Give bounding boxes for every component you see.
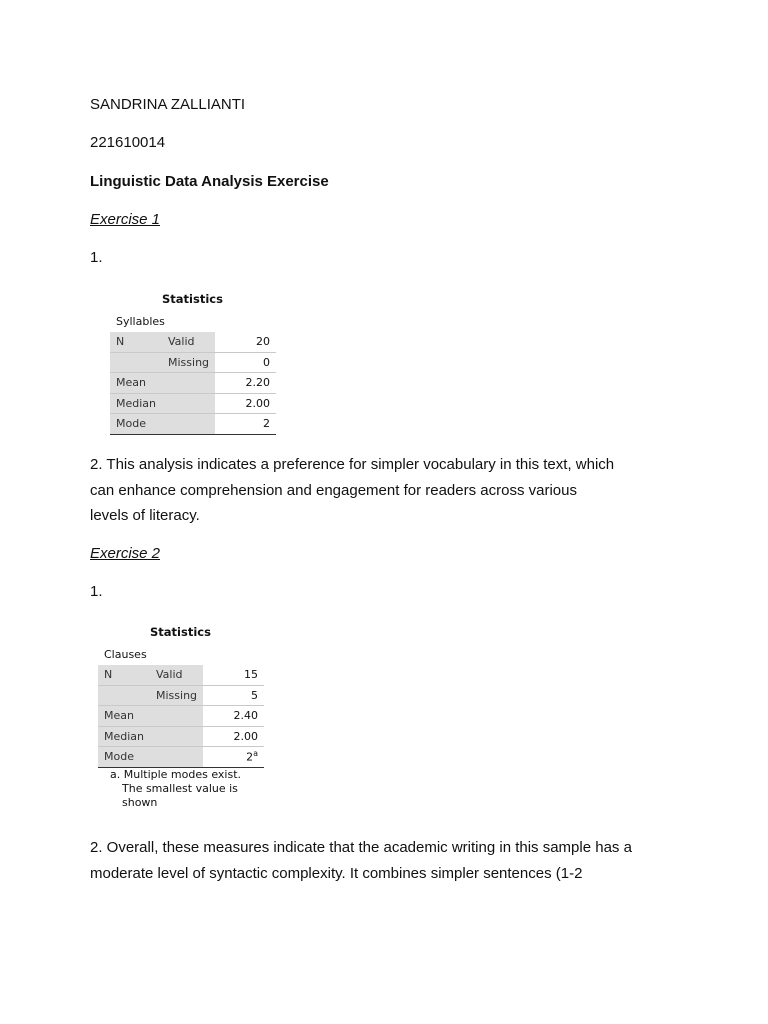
document-title: Linguistic Data Analysis Exercise [90, 173, 329, 190]
table-row: Mean 2.40 [98, 706, 264, 727]
table-row: Median 2.00 [98, 726, 264, 747]
table-row: Missing 5 [98, 685, 264, 706]
table-row: N Valid 20 [110, 332, 276, 352]
exercise1-heading: Exercise 1 [90, 211, 161, 228]
exercise2-item1: 1. [90, 583, 103, 600]
stats-grid [98, 665, 264, 768]
stats-variable: Syllables [116, 315, 165, 328]
stats-grid [110, 332, 276, 435]
exercise1-item1: 1. [90, 249, 103, 266]
stats-title: Statistics [150, 625, 211, 639]
table-row: Mean 2.20 [110, 373, 276, 394]
table-row: N Valid 15 [98, 665, 264, 685]
stats-title: Statistics [162, 292, 223, 306]
exercise2-heading: Exercise 2 [90, 545, 161, 562]
student-id: 221610014 [90, 134, 166, 151]
exercise1-item2: 2. This analysis indicates a preference for simpler vocabulary in this text, which can enhance comprehension and engagement for readers across various levels of literacy. [90, 456, 615, 524]
table-row: Median 2.00 [110, 393, 276, 414]
table-row: Mode 2$^a$ [98, 747, 264, 768]
table-row: Missing 0 [110, 352, 276, 373]
exercise2-item2: 2. Overall, these measures indicate that the academic writing in this sample has a moderate level of syntactic complexity. It combines simpler sentences (1-2 [90, 839, 632, 882]
author-name: SANDRINA ZALLIANTI [90, 96, 246, 113]
stats-footnote: a. Multiple modes exist. The smallest value is shown [110, 768, 242, 809]
stats-variable: Clauses [104, 648, 147, 661]
table-row: Mode 2 [110, 414, 276, 435]
